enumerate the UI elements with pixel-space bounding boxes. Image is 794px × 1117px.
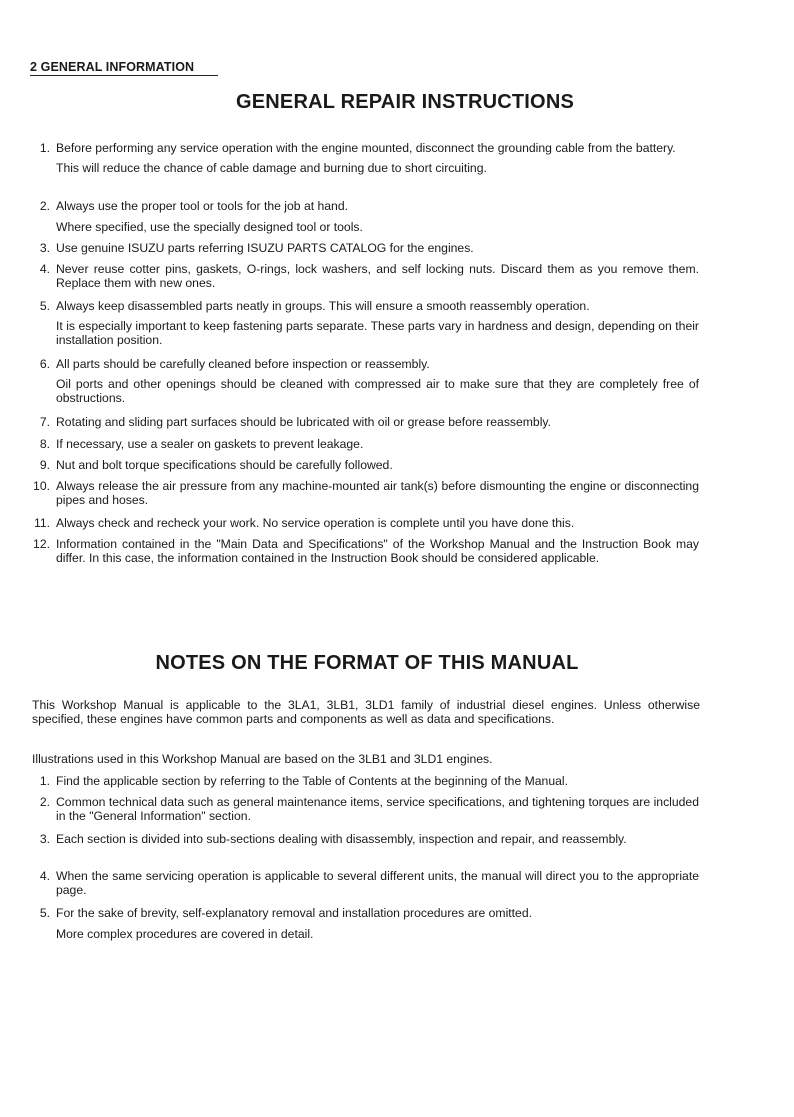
item-subtext: Oil ports and other openings should be cleaned with compressed air to make sure that they are completely free of obstructions. <box>56 377 699 405</box>
item-number: 2. <box>39 795 50 809</box>
item-number: 9. <box>39 458 50 472</box>
item-number: 2. <box>39 199 50 213</box>
item-number: 5. <box>39 906 50 920</box>
item-text: Find the applicable section by referring to the Table of Contents at the beginning of the Manual. <box>56 774 568 788</box>
item-text: All parts should be carefully cleaned before inspection or reassembly. <box>56 357 430 371</box>
item-number: 4. <box>39 262 50 276</box>
item-text: Rotating and sliding part surfaces should be lubricated with oil or grease before reassembly. <box>56 415 551 429</box>
repair-instructions-title: GENERAL REPAIR INSTRUCTIONS <box>235 91 575 113</box>
item-text: Before performing any service operation with the engine mounted, disconnect the grounding cable from the battery. <box>56 141 676 155</box>
item-number: 5. <box>39 299 50 313</box>
item-number: 8. <box>39 437 50 451</box>
item-number: 1. <box>39 141 50 155</box>
format-intro-paragraph: This Workshop Manual is applicable to the 3LA1, 3LB1, 3LD1 family of industrial diesel engines. Unless otherwise specified, these engines have common parts and components as well as data and specifications. <box>32 698 700 726</box>
item-number: 11. <box>33 516 50 530</box>
item-text: Always keep disassembled parts neatly in groups. This will ensure a smooth reassembly operation. <box>56 299 590 313</box>
item-text: Always use the proper tool or tools for the job at hand. <box>56 199 348 213</box>
item-text: Common technical data such as general maintenance items, service specifications, and tightening torques are included in the "General Information" section. <box>56 795 699 823</box>
item-number: 6. <box>39 357 50 371</box>
item-text: Use genuine ISUZU parts referring ISUZU PARTS CATALOG for the engines. <box>56 241 474 255</box>
item-text: Information contained in the "Main Data and Specifications" of the Workshop Manual and the Instruction Book may differ. In this case, the information contained in the Instruction Book should be considered applicable. <box>56 537 699 565</box>
item-number: 12. <box>33 537 50 551</box>
item-text: Never reuse cotter pins, gaskets, O-rings, lock washers, and self locking nuts. Discard them as you remove them. Replace them with new ones. <box>56 262 699 290</box>
section-header: 2 GENERAL INFORMATION <box>30 60 218 76</box>
item-subtext: This will reduce the chance of cable damage and burning due to short circuiting. <box>56 161 487 175</box>
item-number: 4. <box>39 869 50 883</box>
item-number: 3. <box>39 241 50 255</box>
item-text: Always check and recheck your work. No service operation is complete until you have done this. <box>56 516 575 530</box>
item-text: When the same servicing operation is applicable to several different units, the manual will direct you to the appropriate page. <box>56 869 699 897</box>
item-text: Each section is divided into sub-sections dealing with disassembly, inspection and repair, and reassembly. <box>56 832 627 846</box>
format-notes-title: NOTES ON THE FORMAT OF THIS MANUAL <box>155 652 579 674</box>
item-number: 1. <box>39 774 50 788</box>
item-subtext: It is especially important to keep fastening parts separate. These parts vary in hardness and design, depending on their installation position. <box>56 319 699 347</box>
item-text: Nut and bolt torque specifications should be carefully followed. <box>56 458 393 472</box>
item-subtext: Where specified, use the specially designed tool or tools. <box>56 220 363 234</box>
item-text: For the sake of brevity, self-explanatory removal and installation procedures are omitted. <box>56 906 532 920</box>
item-number: 7. <box>39 415 50 429</box>
format-illustrations-paragraph: Illustrations used in this Workshop Manual are based on the 3LB1 and 3LD1 engines. <box>32 752 493 766</box>
item-number: 10. <box>33 479 50 493</box>
item-subtext: More complex procedures are covered in detail. <box>56 927 314 941</box>
item-text: If necessary, use a sealer on gaskets to prevent leakage. <box>56 437 364 451</box>
item-number: 3. <box>39 832 50 846</box>
item-text: Always release the air pressure from any machine-mounted air tank(s) before dismounting the engine or disconnecting pipes and hoses. <box>56 479 699 507</box>
